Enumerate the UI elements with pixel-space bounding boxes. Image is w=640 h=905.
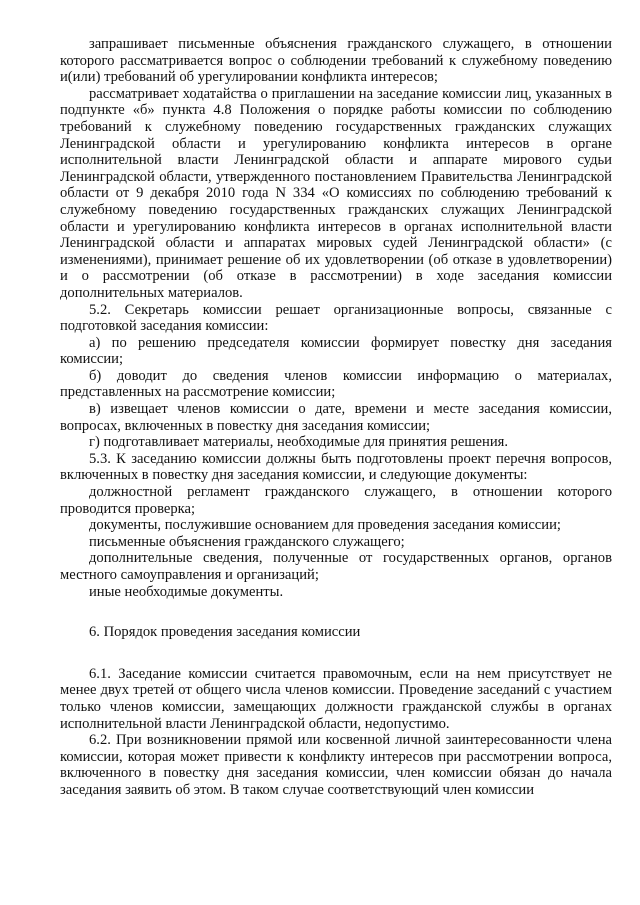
paragraph: а) по решению председателя комиссии формирует повестку дня заседания комиссии; xyxy=(60,334,612,368)
paragraph: 6.1. Заседание комиссии считается правомочным, если на нем присутствует не менее двух третей от общего числа членов комиссии. Проведение заседаний с участием только членов комиссии, замещающих должности гражданской службы в органах исполнительной власти Ленинградской области, недопустимо. xyxy=(60,665,612,732)
paragraph: г) подготавливает материалы, необходимые для принятия решения. xyxy=(89,434,509,451)
paragraph: рассматривает ходатайства о приглашении на заседание комиссии лиц, указанных в подпункте «б» пункта 4.8 Положения о порядке работы комиссии по соблюдению требований к служебному поведению государственных гражданских служащих Ленинградской области и урегулированию конфликта интересов в органе исполнительной власти Ленинградской области и аппарате мирового судьи Ленинградской области, утвержденного постановлением Правительства Ленинградской области от 9 декабря 2010 года N 334 «О комиссиях по соблюдению требований к служебному поведению государственных гражданских служащих Ленинградской области и урегулированию конфликта интересов в органах исполнительной власти Ленинградской области и аппаратах мировых судей Ленинградской области» (с изменениями), принимает решение об их удовлетворении (об отказе в удовлетворении) и о рассмотрении (об отказе в рассмотрении) в ходе заседания комиссии дополнительных материалов. xyxy=(60,85,612,301)
paragraph: б) доводит до сведения членов комиссии информацию о материалах, представленных на рассмотрение комиссии; xyxy=(60,367,612,401)
paragraph: иные необходимые документы. xyxy=(89,583,284,600)
paragraph: 6.2. При возникновении прямой или косвенной личной заинтересованности члена комиссии, которая может привести к конфликту интересов при рассмотрении вопроса, включенного в повестку дня заседания комиссии, член комиссии обязан до начала заседания заявить об этом. В таком случае соответствующий член комиссии xyxy=(60,732,612,798)
section-heading: 6. Порядок проведения заседания комиссии xyxy=(89,624,361,641)
paragraph: 5.3. К заседанию комиссии должны быть подготовлены проект перечня вопросов, включенных в повестку дня заседания комиссии, и следующие документы: xyxy=(60,450,612,484)
paragraph: 5.2. Секретарь комиссии решает организационные вопросы, связанные с подготовкой заседания комиссии: xyxy=(60,301,612,335)
paragraph: документы, послужившие основанием для проведения заседания комиссии; xyxy=(89,517,561,534)
paragraph: в) извещает членов комиссии о дате, времени и месте заседания комиссии, вопросах, включенных в повестку дня заседания комиссии; xyxy=(60,401,612,434)
spacer xyxy=(60,600,612,614)
spacer xyxy=(60,652,612,666)
paragraph: запрашивает письменные объяснения гражданского служащего, в отношении которого рассматривается вопрос о соблюдении требований к служебному поведению и(или) требований об урегулировании конфликта интересов; xyxy=(60,36,612,86)
paragraph: дополнительные сведения, полученные от государственных органов, органов местного самоуправления и организаций; xyxy=(60,550,612,583)
paragraph: письменные объяснения гражданского служащего; xyxy=(89,533,405,550)
document-page xyxy=(60,36,612,799)
paragraph: должностной регламент гражданского служащего, в отношении которого проводится проверка; xyxy=(60,484,612,517)
